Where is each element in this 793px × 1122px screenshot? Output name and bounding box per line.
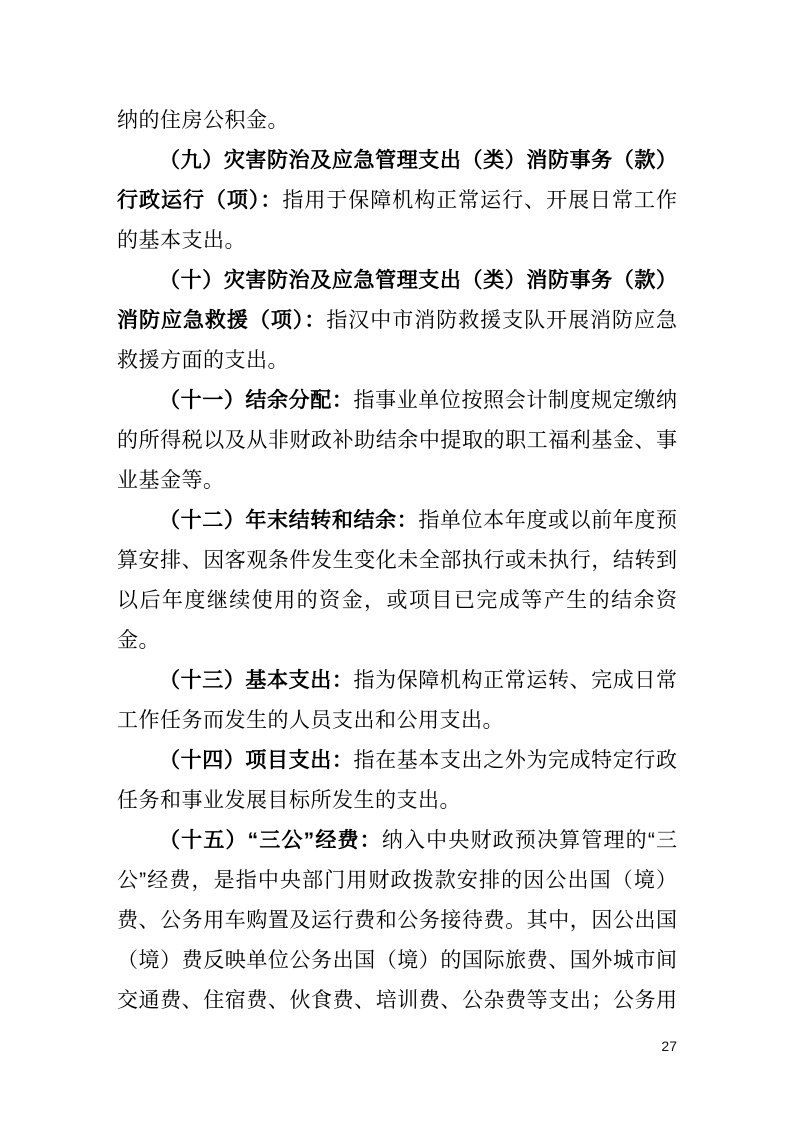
text-line bbox=[117, 741, 677, 781]
bold-text: （十二）年末结转和结余： bbox=[159, 509, 419, 532]
text-line bbox=[117, 581, 677, 621]
body-text: （境）费反映单位公务出国（境）的国际旅费、国外城市间 bbox=[117, 949, 677, 972]
body-text: 纳的住房公积金。 bbox=[117, 109, 289, 132]
text-line bbox=[117, 421, 677, 461]
body-text: 指为保障机构正常运转、完成日常 bbox=[353, 669, 677, 692]
body-text: 金。 bbox=[117, 629, 160, 652]
body-text: 的所得税以及从非财政补助结余中提取的职工福利基金、事 bbox=[117, 429, 677, 452]
text-line bbox=[117, 861, 677, 901]
body-text: 指事业单位按照会计制度规定缴纳 bbox=[353, 389, 677, 412]
bold-text: （十）灾害防治及应急管理支出（类）消防事务（款） bbox=[159, 269, 677, 292]
text-line bbox=[117, 181, 677, 221]
body-text: 公”经费，是指中央部门用财政拨款安排的因公出国（境） bbox=[117, 869, 677, 892]
bold-text: （十三）基本支出： bbox=[159, 669, 354, 692]
text-line bbox=[117, 981, 677, 1021]
body-text: 费、公务用车购置及运行费和公务接待费。其中，因公出国 bbox=[117, 909, 677, 932]
text-line bbox=[117, 501, 677, 541]
text-line bbox=[117, 141, 677, 181]
text-line bbox=[117, 301, 677, 341]
body-text: 算安排、因客观条件发生变化未全部执行或未执行，结转到 bbox=[117, 549, 677, 572]
body-text: 交通费、住宿费、伙食费、培训费、公杂费等支出；公务用 bbox=[117, 989, 677, 1012]
text-line bbox=[117, 941, 677, 981]
body-text: 指用于保障机构正常运行、开展日常工作 bbox=[282, 189, 677, 212]
bold-text: （九）灾害防治及应急管理支出（类）消防事务（款） bbox=[159, 149, 677, 172]
text-line bbox=[117, 781, 677, 821]
body-text: 指在基本支出之外为完成特定行政 bbox=[353, 749, 677, 772]
body-text: 的基本支出。 bbox=[117, 229, 246, 252]
body-text: 救援方面的支出。 bbox=[117, 349, 289, 372]
body-text: 以后年度继续使用的资金，或项目已完成等产生的结余资 bbox=[117, 589, 677, 612]
body-text: 业基金等。 bbox=[117, 469, 225, 492]
body-text: 指单位本年度或以前年度预 bbox=[418, 509, 677, 532]
text-line bbox=[117, 621, 677, 661]
bold-text: （十一）结余分配： bbox=[159, 389, 354, 412]
text-line bbox=[117, 661, 677, 701]
body-text: 任务和事业发展目标所发生的支出。 bbox=[117, 789, 461, 812]
page-number: 27 bbox=[661, 1038, 677, 1054]
text-line bbox=[117, 901, 677, 941]
bold-text: （十四）项目支出： bbox=[159, 749, 354, 772]
bold-text: 行政运行（项）： bbox=[117, 189, 283, 212]
text-line bbox=[117, 541, 677, 581]
page-body bbox=[117, 101, 677, 1021]
body-text: 纳入中央财政预决算管理的“三 bbox=[381, 829, 677, 852]
bold-text: （十五）“三公”经费： bbox=[159, 829, 382, 852]
text-line bbox=[117, 381, 677, 421]
text-line bbox=[117, 341, 677, 381]
body-text: 指汉中市消防救援支队开展消防应急 bbox=[326, 309, 677, 332]
bold-text: 消防应急救援（项）： bbox=[117, 309, 327, 332]
text-line bbox=[117, 221, 677, 261]
text-line bbox=[117, 261, 677, 301]
text-line bbox=[117, 461, 677, 501]
text-line bbox=[117, 101, 677, 141]
text-line bbox=[117, 701, 677, 741]
text-line bbox=[117, 821, 677, 861]
body-text: 工作任务而发生的人员支出和公用支出。 bbox=[117, 709, 504, 732]
